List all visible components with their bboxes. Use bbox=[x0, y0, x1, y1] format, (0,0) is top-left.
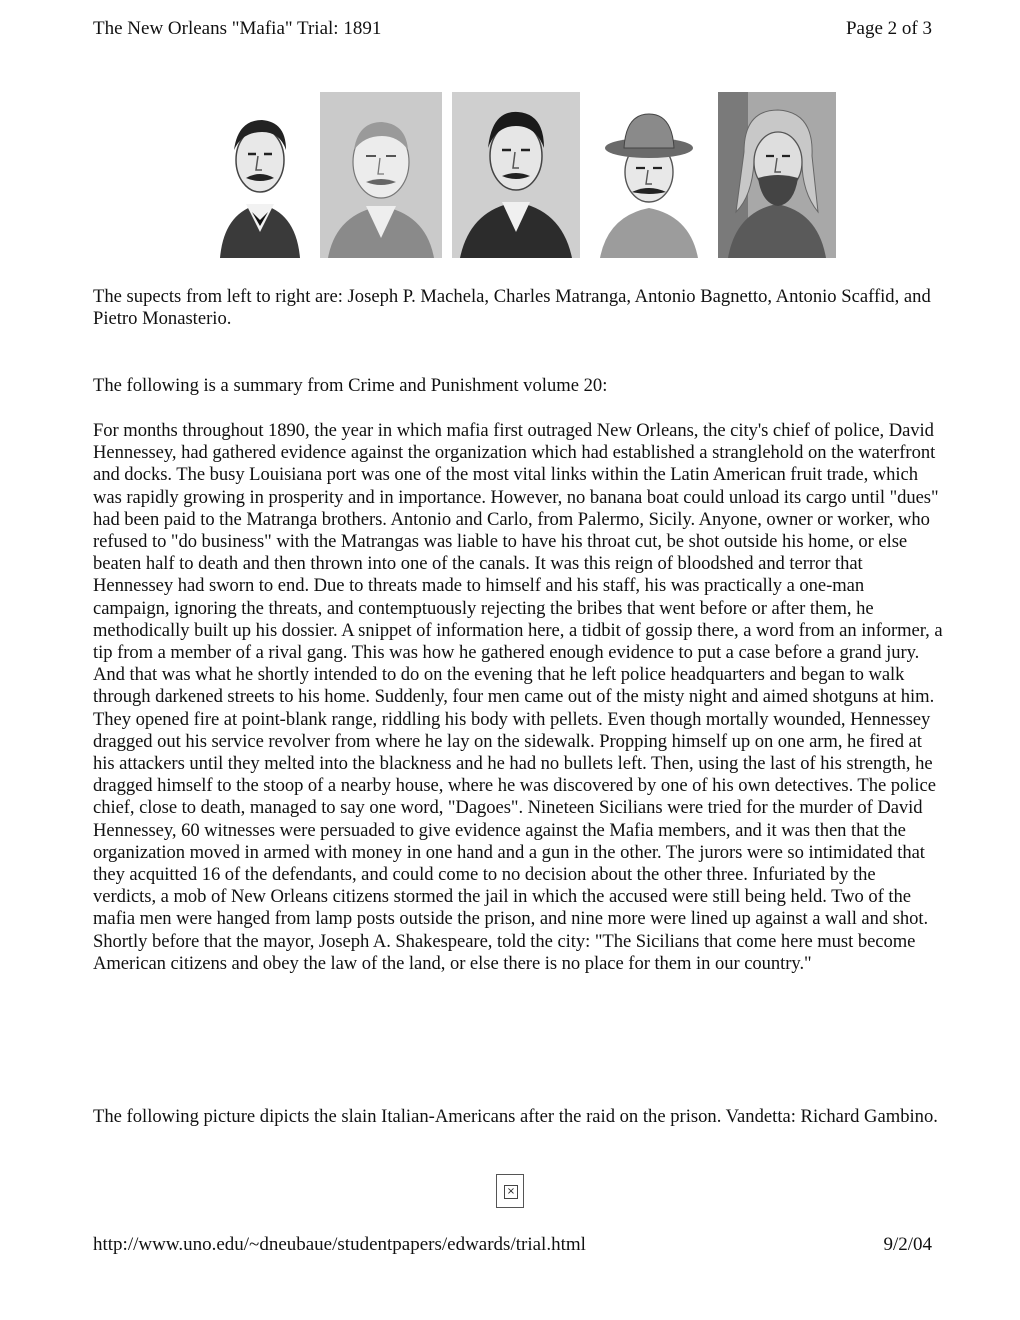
portrait-bagnetto-icon bbox=[452, 92, 580, 258]
portrait-caption: The supects from left to right are: Joseph P. Machela, Charles Matranga, Antonio Bagnetto, Antonio Scaffid, and Pietro Monasterio. bbox=[93, 286, 931, 330]
summary-body: For months throughout 1890, the year in which mafia first outraged New Orleans, the city's chief of police, David Hennessey, had gathered evidence against the organization which had established a stranglehold on the waterfront and docks. The busy Louisiana port was one of the most vital links within the Latin American fruit trade, which was rapidly growing in prosperity and in importance. However, no banana boat could unload its cargo until "dues" had been paid to the Matranga brothers. Antonio and Carlo, from Palermo, Sicily. Anyone, owner or worker, who refused to "do business" with the Matrangas was liable to have his throat cut, be shot outside his home, or else beaten half to death and then thrown into one of the canals. It was this reign of bloodshed and terror that Hennessey had sworn to end. Due to threats made to himself and his staff, his was practically a one-man campaign, ignoring the threats, and contemptuously rejecting the bribes that went before or after them, he methodically built up his dossier. A snippet of information here, a tidbit of gossip there, a word from an informer, a tip from a member of a rival gang. This was how he gathered enough evidence to put a case before a grand jury. And that was what he shortly intended to do on the evening that he left police headquarters and began to walk through darkened streets to his home. Suddenly, four men came out of the misty night and aimed shotguns at him. They opened fire at point-blank range, riddling his body with pellets. Even though mortally wounded, Hennessey dragged out his service revolver from where he lay on the sidewalk. Propping himself up on one arm, he fired at his attackers until they melted into the blackness and he had no bullets left. Then, using the last of his strength, he dragged himself to the stoop of a nearby house, where he was discovered by one of his own detectives. The police chief, close to death, managed to say one word, "Dagoes". Nineteen Sicilians were tried for the murder of David Hennessey, 60 witnesses were persuaded to give evidence against the Mafia members, and it was then that the organization moved in armed with money in one hand and a gun in the other. The jurors were so intimidated that they acquitted 16 of the defendants, and could come to no decision about the other three. Infuriated by the verdicts, a mob of New Orleans citizens stormed the jail in which the accused were still being held. Two of the mafia men were hanged from lamp posts outside the prison, and nine more were lined up against a wall and shot. Shortly before that the mayor, Joseph A. Shakespeare, told the city: "The Sicilians that come here must become American citizens and obey the law of the land, or else there is no place for them in our country." bbox=[93, 420, 943, 974]
portrait-monasterio-icon bbox=[718, 92, 836, 258]
picture-caption: The following picture dipicts the slain Italian-Americans after the raid on the prison. Vandetta: Richard Gambino. bbox=[93, 1106, 938, 1127]
footer-url: http://www.uno.edu/~dneubaue/studentpapers/edwards/trial.html bbox=[93, 1234, 586, 1255]
document-title: The New Orleans "Mafia" Trial: 1891 bbox=[93, 18, 382, 39]
portrait-machela-icon bbox=[210, 92, 310, 258]
footer-date: 9/2/04 bbox=[883, 1234, 932, 1255]
portrait-scaffid-icon bbox=[590, 92, 708, 258]
broken-image-icon: × bbox=[504, 1185, 518, 1199]
portrait-matranga-icon bbox=[320, 92, 442, 258]
suspect-portraits bbox=[210, 92, 836, 258]
summary-intro: The following is a summary from Crime and Punishment volume 20: bbox=[93, 375, 608, 396]
page-number: Page 2 of 3 bbox=[845, 18, 932, 39]
broken-image-placeholder[interactable] bbox=[496, 1174, 524, 1208]
